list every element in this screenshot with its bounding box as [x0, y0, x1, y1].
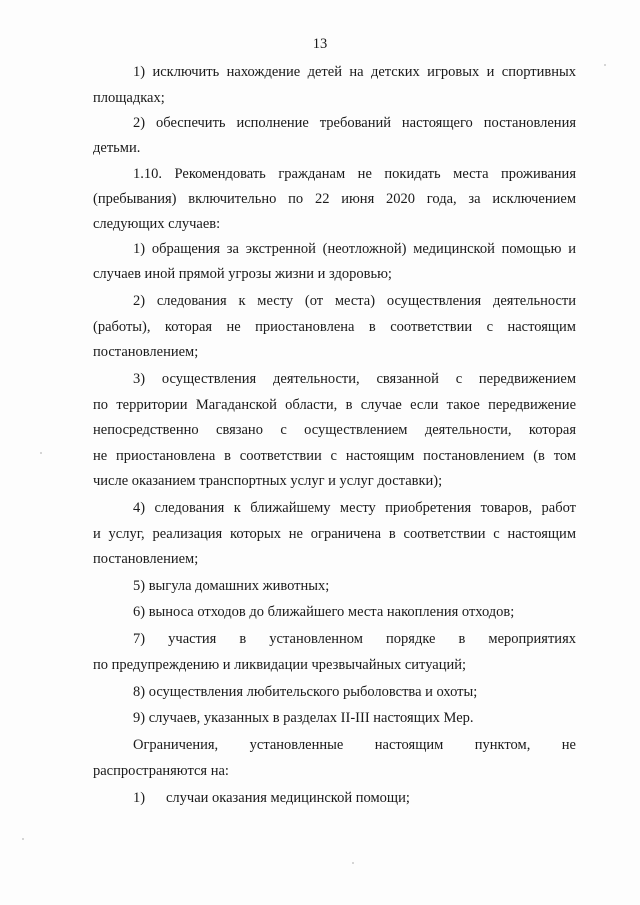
paragraph-line: Ограничения, установленные настоящим пунктом, не [133, 737, 576, 753]
paragraph-line: 9) случаев, указанных в разделах II-III настоящих Мер. [133, 710, 474, 726]
paragraph-line: по предупреждению и ликвидации чрезвычайных ситуаций; [93, 657, 466, 673]
paragraph-line: 5) выгула домашних животных; [133, 578, 330, 594]
paragraph-line: 1) исключить нахождение детей на детских игровых и спортивных [133, 64, 576, 80]
paragraph-line: случаев иной прямой угрозы жизни и здоровью; [93, 266, 392, 282]
paragraph-line: распространяются на: [93, 763, 229, 779]
paragraph-line: 8) осуществления любительского рыболовства и охоты; [133, 684, 478, 700]
paragraph-line: 2) обеспечить исполнение требований настоящего постановления [133, 115, 576, 131]
paragraph-line: по территории Магаданской области, в случае если такое передвижение [93, 397, 576, 413]
paragraph-line: 2) следования к месту (от места) осуществления деятельности [133, 293, 576, 309]
paragraph-line: 1) обращения за экстренной (неотложной) медицинской помощью и [133, 241, 576, 257]
paragraph-line: детьми. [93, 140, 141, 156]
paragraph-line: 4) следования к ближайшему месту приобретения товаров, работ [133, 500, 576, 516]
paragraph-line: (работы), которая не приостановлена в соответствии с настоящим [93, 319, 576, 335]
list-item-text: случаи оказания медицинской помощи; [166, 790, 410, 806]
paragraph-line: площадках; [93, 90, 165, 106]
scan-speck [604, 64, 606, 66]
paragraph-line: постановлением; [93, 344, 199, 360]
paragraph-line: следующих случаев: [93, 216, 221, 232]
paragraph-line: числе оказанием транспортных услуг и услуг доставки); [93, 473, 443, 489]
paragraph-line: и услуг, реализация которых не ограничена в соответствии с настоящим [93, 526, 576, 542]
paragraph-line: 1.10. Рекомендовать гражданам не покидать места проживания [133, 166, 576, 182]
list-item-number: 1) [133, 790, 146, 806]
paragraph-line: 6) выноса отходов до ближайшего места накопления отходов; [133, 604, 515, 620]
paragraph-line: непосредственно связано с осуществлением деятельности, которая [93, 422, 576, 438]
paragraph-line: (пребывания) включительно по 22 июня 2020 года, за исключением [93, 191, 576, 207]
paragraph-line: постановлением; [93, 551, 199, 567]
paragraph-line: 3) осуществления деятельности, связанной с передвижением [133, 371, 576, 387]
scan-speck [22, 838, 24, 840]
scan-speck [352, 862, 354, 864]
page-number: 13 [312, 36, 328, 52]
paragraph-line: 7) участия в установленном порядке в мероприятиях [133, 631, 576, 647]
paragraph-line: не приостановлена в соответствии с настоящим постановлением (в том [93, 448, 576, 464]
scan-speck [40, 452, 42, 454]
